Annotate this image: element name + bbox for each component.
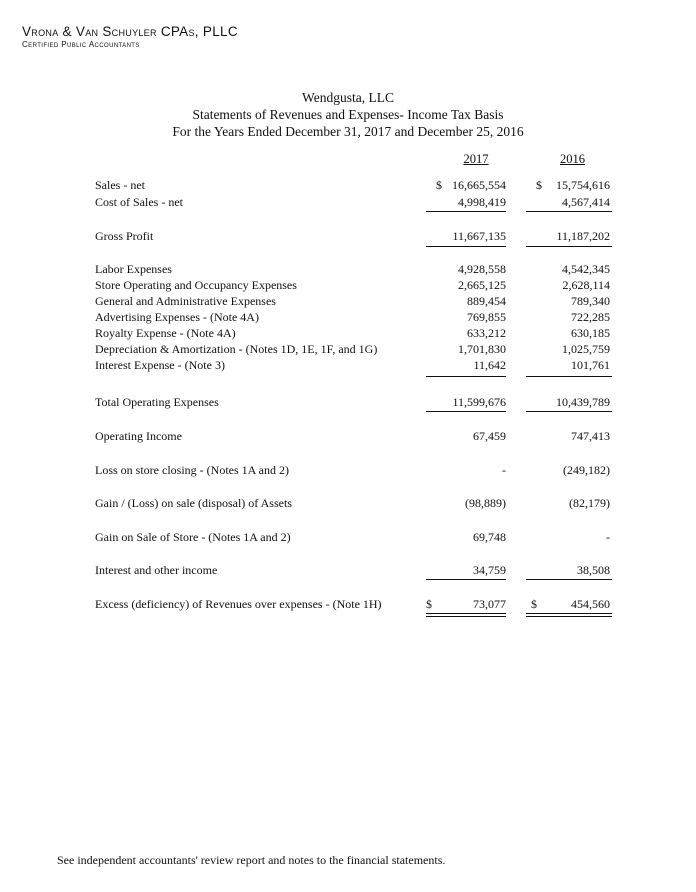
value-2017: 11,667,135 xyxy=(452,229,506,243)
row-label: Depreciation & Amortization - (Notes 1D, 1E, 1F, and 1G) xyxy=(95,342,378,356)
value-2017: 889,454 xyxy=(467,294,506,308)
value-2016: 2,628,114 xyxy=(562,278,610,292)
value-2016: 4,542,345 xyxy=(562,262,610,276)
statement-title: Statements of Revenues and Expenses- Income Tax Basis xyxy=(192,107,504,122)
value-2016: - xyxy=(606,530,610,544)
underline-rule xyxy=(426,411,506,412)
double-underline-rule xyxy=(426,616,506,617)
row-label: Store Operating and Occupancy Expenses xyxy=(95,278,297,292)
row-labor xyxy=(0,261,696,277)
underline-rule xyxy=(426,579,506,580)
value-2017: 1,701,830 xyxy=(458,342,506,356)
firm-header xyxy=(22,24,238,49)
value-2017: - xyxy=(502,463,506,477)
value-2016: 4,567,414 xyxy=(562,195,610,209)
double-underline-rule xyxy=(526,616,612,617)
row-label: Total Operating Expenses xyxy=(95,395,219,409)
value-2017: 4,998,419 xyxy=(458,195,506,209)
row-label: Operating Income xyxy=(95,429,182,443)
dollar-sign-2017: $ xyxy=(426,597,432,611)
underline-rule xyxy=(426,211,506,212)
value-2016: 11,187,202 xyxy=(556,229,610,243)
dollar-sign-2017: $ xyxy=(436,178,442,192)
value-2016: 10,439,789 xyxy=(556,395,610,409)
row-gain-loss-assets xyxy=(0,495,696,511)
row-label: Interest and other income xyxy=(95,563,218,577)
row-sales xyxy=(0,177,696,193)
value-2016: 630,185 xyxy=(571,326,610,340)
row-label: Loss on store closing - (Notes 1A and 2) xyxy=(95,463,289,477)
row-label: Gross Profit xyxy=(95,229,154,243)
underline-rule xyxy=(526,376,612,377)
row-cost-of-sales xyxy=(0,194,696,210)
row-interest-expense xyxy=(0,357,696,373)
company-name: Wendgusta, LLC xyxy=(302,90,394,105)
statement-period: For the Years Ended December 31, 2017 and December 25, 2016 xyxy=(172,124,524,139)
double-underline-rule xyxy=(426,613,506,614)
value-2017: 11,599,676 xyxy=(452,395,506,409)
column-header-2017: 2017 xyxy=(463,152,489,166)
value-2016: 789,340 xyxy=(571,294,610,308)
value-2016: 747,413 xyxy=(571,429,610,443)
row-label: Excess (deficiency) of Revenues over expenses - (Note 1H) xyxy=(95,597,382,611)
row-label: Cost of Sales - net xyxy=(95,195,183,209)
value-2017: 16,665,554 xyxy=(452,178,506,192)
row-label: Interest Expense - (Note 3) xyxy=(95,358,225,372)
value-2017: 34,759 xyxy=(473,563,506,577)
footer-note: See independent accountants' review report and notes to the financial statements. xyxy=(57,853,446,867)
value-2016: 454,560 xyxy=(571,597,610,611)
underline-rule xyxy=(426,376,506,377)
row-royalty xyxy=(0,325,696,341)
row-loss-store-closing xyxy=(0,462,696,478)
row-gross-profit xyxy=(0,228,696,244)
value-2017: 4,928,558 xyxy=(458,262,506,276)
firm-subtitle: Certified Public Accountants xyxy=(22,40,140,49)
row-operating-income xyxy=(0,428,696,444)
value-2017: 11,642 xyxy=(473,358,506,372)
value-2017: 69,748 xyxy=(473,530,506,544)
value-2017: 2,665,125 xyxy=(458,278,506,292)
value-2016: 101,761 xyxy=(571,358,610,372)
row-total-operating xyxy=(0,394,696,410)
firm-name: Vrona & Van Schuyler CPAs, PLLC xyxy=(22,24,238,39)
statement-heading xyxy=(0,89,696,140)
row-label: Sales - net xyxy=(95,178,145,192)
underline-rule xyxy=(426,246,506,247)
dollar-sign-2016: $ xyxy=(536,178,542,192)
value-2016: (249,182) xyxy=(563,463,610,477)
column-header-2016: 2016 xyxy=(560,152,585,166)
value-2016: 722,285 xyxy=(571,310,610,324)
value-2017: (98,889) xyxy=(465,496,506,510)
row-label: Royalty Expense - (Note 4A) xyxy=(95,326,236,340)
value-2017: 73,077 xyxy=(473,597,506,611)
value-2016: (82,179) xyxy=(569,496,610,510)
double-underline-rule xyxy=(526,613,612,614)
value-2016: 1,025,759 xyxy=(562,342,610,356)
row-label: Gain / (Loss) on sale (disposal) of Assets xyxy=(95,496,292,510)
value-2017: 633,212 xyxy=(467,326,506,340)
value-2017: 769,855 xyxy=(467,310,506,324)
dollar-sign-2016: $ xyxy=(531,597,537,611)
underline-rule xyxy=(526,579,612,580)
underline-rule xyxy=(526,246,612,247)
underline-rule xyxy=(526,211,612,212)
row-label: General and Administrative Expenses xyxy=(95,294,276,308)
row-advertising xyxy=(0,309,696,325)
value-2017: 67,459 xyxy=(473,429,506,443)
row-label: Labor Expenses xyxy=(95,262,172,276)
row-label: Advertising Expenses - (Note 4A) xyxy=(95,310,259,324)
row-excess xyxy=(0,596,696,612)
row-interest-income xyxy=(0,562,696,578)
row-label: Gain on Sale of Store - (Notes 1A and 2) xyxy=(95,530,291,544)
row-gain-sale-store xyxy=(0,529,696,545)
value-2016: 15,754,616 xyxy=(556,178,610,192)
row-general-admin xyxy=(0,293,696,309)
row-depreciation xyxy=(0,341,696,357)
underline-rule xyxy=(526,411,612,412)
row-store-operating xyxy=(0,277,696,293)
value-2016: 38,508 xyxy=(577,563,610,577)
